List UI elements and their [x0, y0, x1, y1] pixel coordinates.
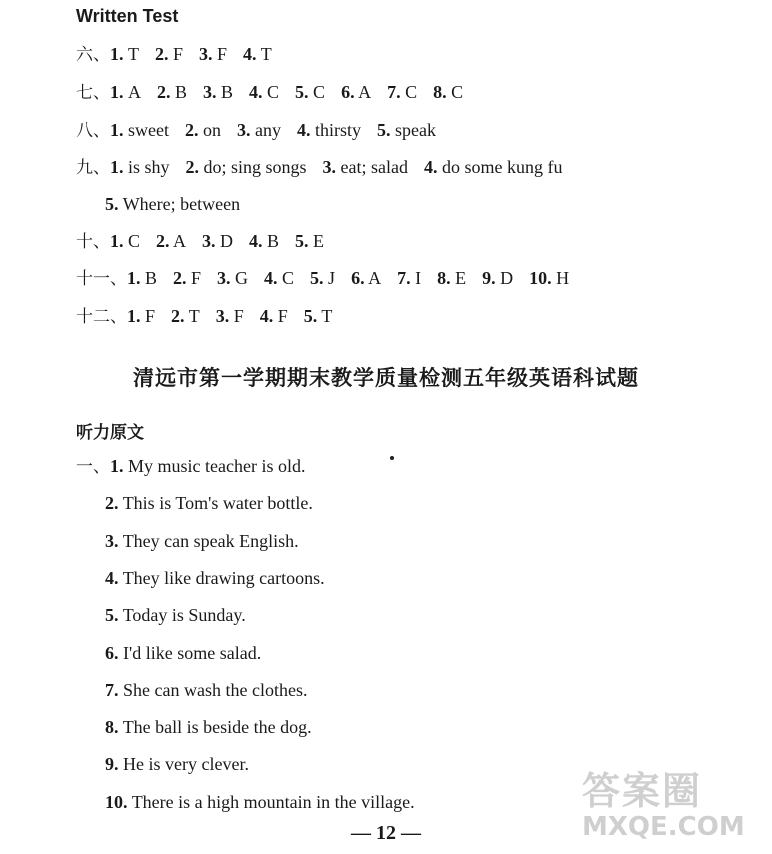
- exam-title: 清远市第一学期期末教学质量检测五年级英语科试题: [133, 366, 639, 390]
- answer-item: [110, 157, 170, 177]
- answer-item: [199, 44, 227, 64]
- answer-item: [110, 120, 169, 140]
- answer-row: [76, 304, 332, 329]
- transcript-line: [105, 491, 313, 515]
- answer-item: [155, 44, 183, 64]
- item-answer: speak: [395, 120, 436, 140]
- answer-item: [249, 231, 279, 251]
- transcript-line: [105, 790, 415, 814]
- item-number: 2.: [157, 82, 171, 102]
- item-answer: C: [267, 82, 280, 102]
- answer-item: [529, 268, 569, 288]
- item-number: 3.: [236, 120, 251, 140]
- item-answer: B: [267, 231, 280, 251]
- item-number: 9.: [482, 268, 496, 288]
- item-answer: C: [128, 231, 141, 251]
- item-answer: C: [405, 82, 418, 102]
- transcript-line: [105, 529, 299, 553]
- item-number: 3.: [202, 231, 216, 251]
- page-number: — 12 —: [351, 822, 421, 844]
- item-answer: A: [358, 82, 372, 102]
- transcript-line: [76, 454, 305, 479]
- item-number: 5.: [310, 268, 324, 288]
- item-number: 3.: [199, 44, 213, 64]
- answer-item: [482, 268, 513, 288]
- transcript-line: [105, 566, 325, 590]
- watermark-url: MXQE.COM: [582, 812, 745, 842]
- transcript-line: [105, 641, 261, 665]
- item-number: 5.: [295, 82, 309, 102]
- answer-item: [203, 82, 233, 102]
- item-answer: G: [235, 268, 249, 288]
- answer-item: [297, 120, 361, 140]
- item-answer: B: [175, 82, 188, 102]
- item-number: 3.: [322, 157, 337, 177]
- item-number: 4.: [249, 82, 263, 102]
- item-number: 2.: [156, 231, 170, 251]
- answer-item: [105, 194, 240, 214]
- item-number: 8.: [433, 82, 447, 102]
- item-number: 8.: [437, 268, 451, 288]
- answer-item: [237, 120, 281, 140]
- line-number: 8.: [105, 717, 119, 738]
- item-number: 5.: [303, 306, 318, 326]
- answer-item: [171, 306, 200, 326]
- line-text: I'd like some salad.: [123, 642, 262, 663]
- item-number: 1.: [110, 82, 124, 102]
- line-text: They like drawing cartoons.: [122, 567, 325, 588]
- answer-row: [76, 155, 563, 180]
- line-number: 1.: [110, 456, 124, 476]
- answer-row: [76, 80, 463, 105]
- item-answer: H: [556, 268, 570, 288]
- site-watermark: [582, 770, 752, 850]
- item-answer: A: [368, 268, 382, 288]
- answer-row: [76, 266, 569, 291]
- item-answer: is shy: [128, 157, 170, 177]
- item-number: 1.: [127, 268, 141, 288]
- item-answer: A: [128, 82, 141, 102]
- section-number: 十一、: [76, 269, 127, 289]
- line-text: There is a high mountain in the village.: [131, 791, 415, 812]
- item-number: 4.: [249, 231, 263, 251]
- answer-item: [295, 82, 325, 102]
- section-number: 九、: [76, 158, 110, 178]
- line-text: They can speak English.: [122, 530, 299, 551]
- item-answer: C: [282, 268, 295, 288]
- item-number: 3.: [217, 268, 231, 288]
- answer-item: [377, 120, 436, 140]
- item-answer: T: [321, 306, 333, 326]
- item-number: 1.: [110, 44, 124, 64]
- line-number: 9.: [105, 754, 119, 775]
- item-answer: sweet: [128, 120, 169, 140]
- item-answer: F: [173, 44, 184, 64]
- answer-item: [323, 157, 408, 177]
- item-answer: any: [254, 120, 281, 140]
- item-number: 1.: [127, 306, 141, 326]
- listening-title: 听力原文: [76, 423, 144, 443]
- item-answer: B: [145, 268, 158, 288]
- item-answer: D: [220, 231, 234, 251]
- answer-item: [433, 82, 463, 102]
- answer-item: [127, 268, 157, 288]
- item-answer: F: [191, 268, 202, 288]
- item-answer: do some kung fu: [442, 157, 563, 177]
- line-number: 7.: [105, 679, 119, 700]
- item-answer: F: [277, 306, 288, 326]
- transcript-line: [105, 752, 249, 776]
- item-number: 3.: [203, 82, 217, 102]
- answer-item: [185, 120, 221, 140]
- item-answer: T: [188, 306, 200, 326]
- section-number: 十二、: [76, 307, 127, 327]
- line-text: The ball is beside the dog.: [122, 717, 312, 738]
- answer-item: [186, 157, 307, 177]
- answer-item: [310, 268, 335, 288]
- answer-item: [110, 44, 139, 64]
- item-number: 1.: [110, 120, 124, 140]
- section-number: 一、: [76, 457, 110, 477]
- answer-item: [216, 306, 244, 326]
- item-number: 2.: [173, 268, 187, 288]
- item-number: 6.: [341, 82, 355, 102]
- answer-item: [341, 82, 371, 102]
- item-answer: E: [455, 268, 467, 288]
- line-text: This is Tom's water bottle.: [122, 493, 313, 514]
- answer-item: [424, 157, 563, 177]
- line-text: My music teacher is old.: [128, 456, 306, 476]
- item-answer: on: [202, 120, 221, 140]
- item-number: 7.: [387, 82, 401, 102]
- answer-item: [157, 82, 187, 102]
- line-number: 6.: [105, 642, 119, 663]
- item-answer: do; sing songs: [203, 157, 307, 177]
- transcript-line: [105, 715, 312, 739]
- item-answer: thirsty: [314, 120, 361, 140]
- item-answer: E: [313, 231, 325, 251]
- item-number: 5.: [377, 120, 391, 140]
- watermark-logo: 答案圈: [582, 769, 703, 813]
- item-answer: D: [500, 268, 514, 288]
- item-answer: C: [451, 82, 464, 102]
- line-number: 10.: [105, 791, 128, 812]
- line-number: 4.: [105, 567, 119, 588]
- item-number: 2.: [155, 44, 169, 64]
- line-number: 3.: [105, 530, 119, 551]
- item-number: 4.: [296, 120, 311, 140]
- item-answer: eat; salad: [340, 157, 409, 177]
- answer-item: [156, 231, 186, 251]
- transcript-line: [105, 603, 246, 627]
- answer-item: [110, 231, 140, 251]
- item-number: 1.: [110, 157, 124, 177]
- answer-item: [249, 82, 279, 102]
- answer-item: [351, 268, 381, 288]
- item-number: 3.: [215, 306, 230, 326]
- item-answer: F: [217, 44, 228, 64]
- item-number: 10.: [529, 268, 552, 288]
- item-number: 2.: [185, 157, 200, 177]
- answer-item: [127, 306, 155, 326]
- item-number: 4.: [259, 306, 274, 326]
- item-answer: F: [233, 306, 244, 326]
- line-number: 5.: [105, 605, 119, 626]
- item-number: 5.: [105, 194, 119, 214]
- answer-row: [105, 192, 240, 216]
- item-answer: I: [415, 268, 422, 288]
- answer-item: [264, 268, 294, 288]
- answer-item: [387, 82, 417, 102]
- answer-row: [76, 42, 272, 67]
- answer-item: [110, 82, 141, 102]
- answer-row: [76, 118, 436, 143]
- item-answer: F: [145, 306, 156, 326]
- section-number: 六、: [76, 45, 110, 65]
- section-number: 八、: [76, 121, 110, 141]
- answer-row: [76, 229, 324, 254]
- item-answer: Where; between: [122, 194, 241, 214]
- answer-item: [260, 306, 288, 326]
- answer-item: [437, 268, 466, 288]
- item-answer: T: [260, 44, 272, 64]
- answer-item: [173, 268, 201, 288]
- written-test-title: Written Test: [76, 6, 179, 26]
- item-number: 2.: [171, 306, 185, 326]
- answer-item: [243, 44, 272, 64]
- line-number: 2.: [105, 493, 119, 514]
- section-number: 七、: [76, 83, 110, 103]
- item-number: 6.: [351, 268, 365, 288]
- item-answer: C: [313, 82, 326, 102]
- item-answer: B: [221, 82, 234, 102]
- item-number: 4.: [264, 268, 278, 288]
- item-number: 2.: [184, 120, 199, 140]
- answer-item: [202, 231, 233, 251]
- item-number: 7.: [397, 268, 411, 288]
- item-answer: A: [173, 231, 187, 251]
- answer-item: [304, 306, 333, 326]
- answer-item: [295, 231, 324, 251]
- answer-item: [397, 268, 421, 288]
- item-answer: J: [328, 268, 336, 288]
- line-text: She can wash the clothes.: [123, 679, 308, 700]
- answer-item: [217, 268, 248, 288]
- line-text: He is very clever.: [123, 754, 249, 775]
- transcript-line: [105, 678, 307, 702]
- item-number: 4.: [424, 157, 438, 177]
- item-number: 1.: [110, 231, 124, 251]
- item-number: 4.: [243, 44, 257, 64]
- section-number: 十、: [76, 232, 110, 252]
- ink-speck: [390, 456, 394, 460]
- item-answer: T: [128, 44, 139, 64]
- item-number: 5.: [295, 231, 309, 251]
- line-text: Today is Sunday.: [122, 605, 246, 626]
